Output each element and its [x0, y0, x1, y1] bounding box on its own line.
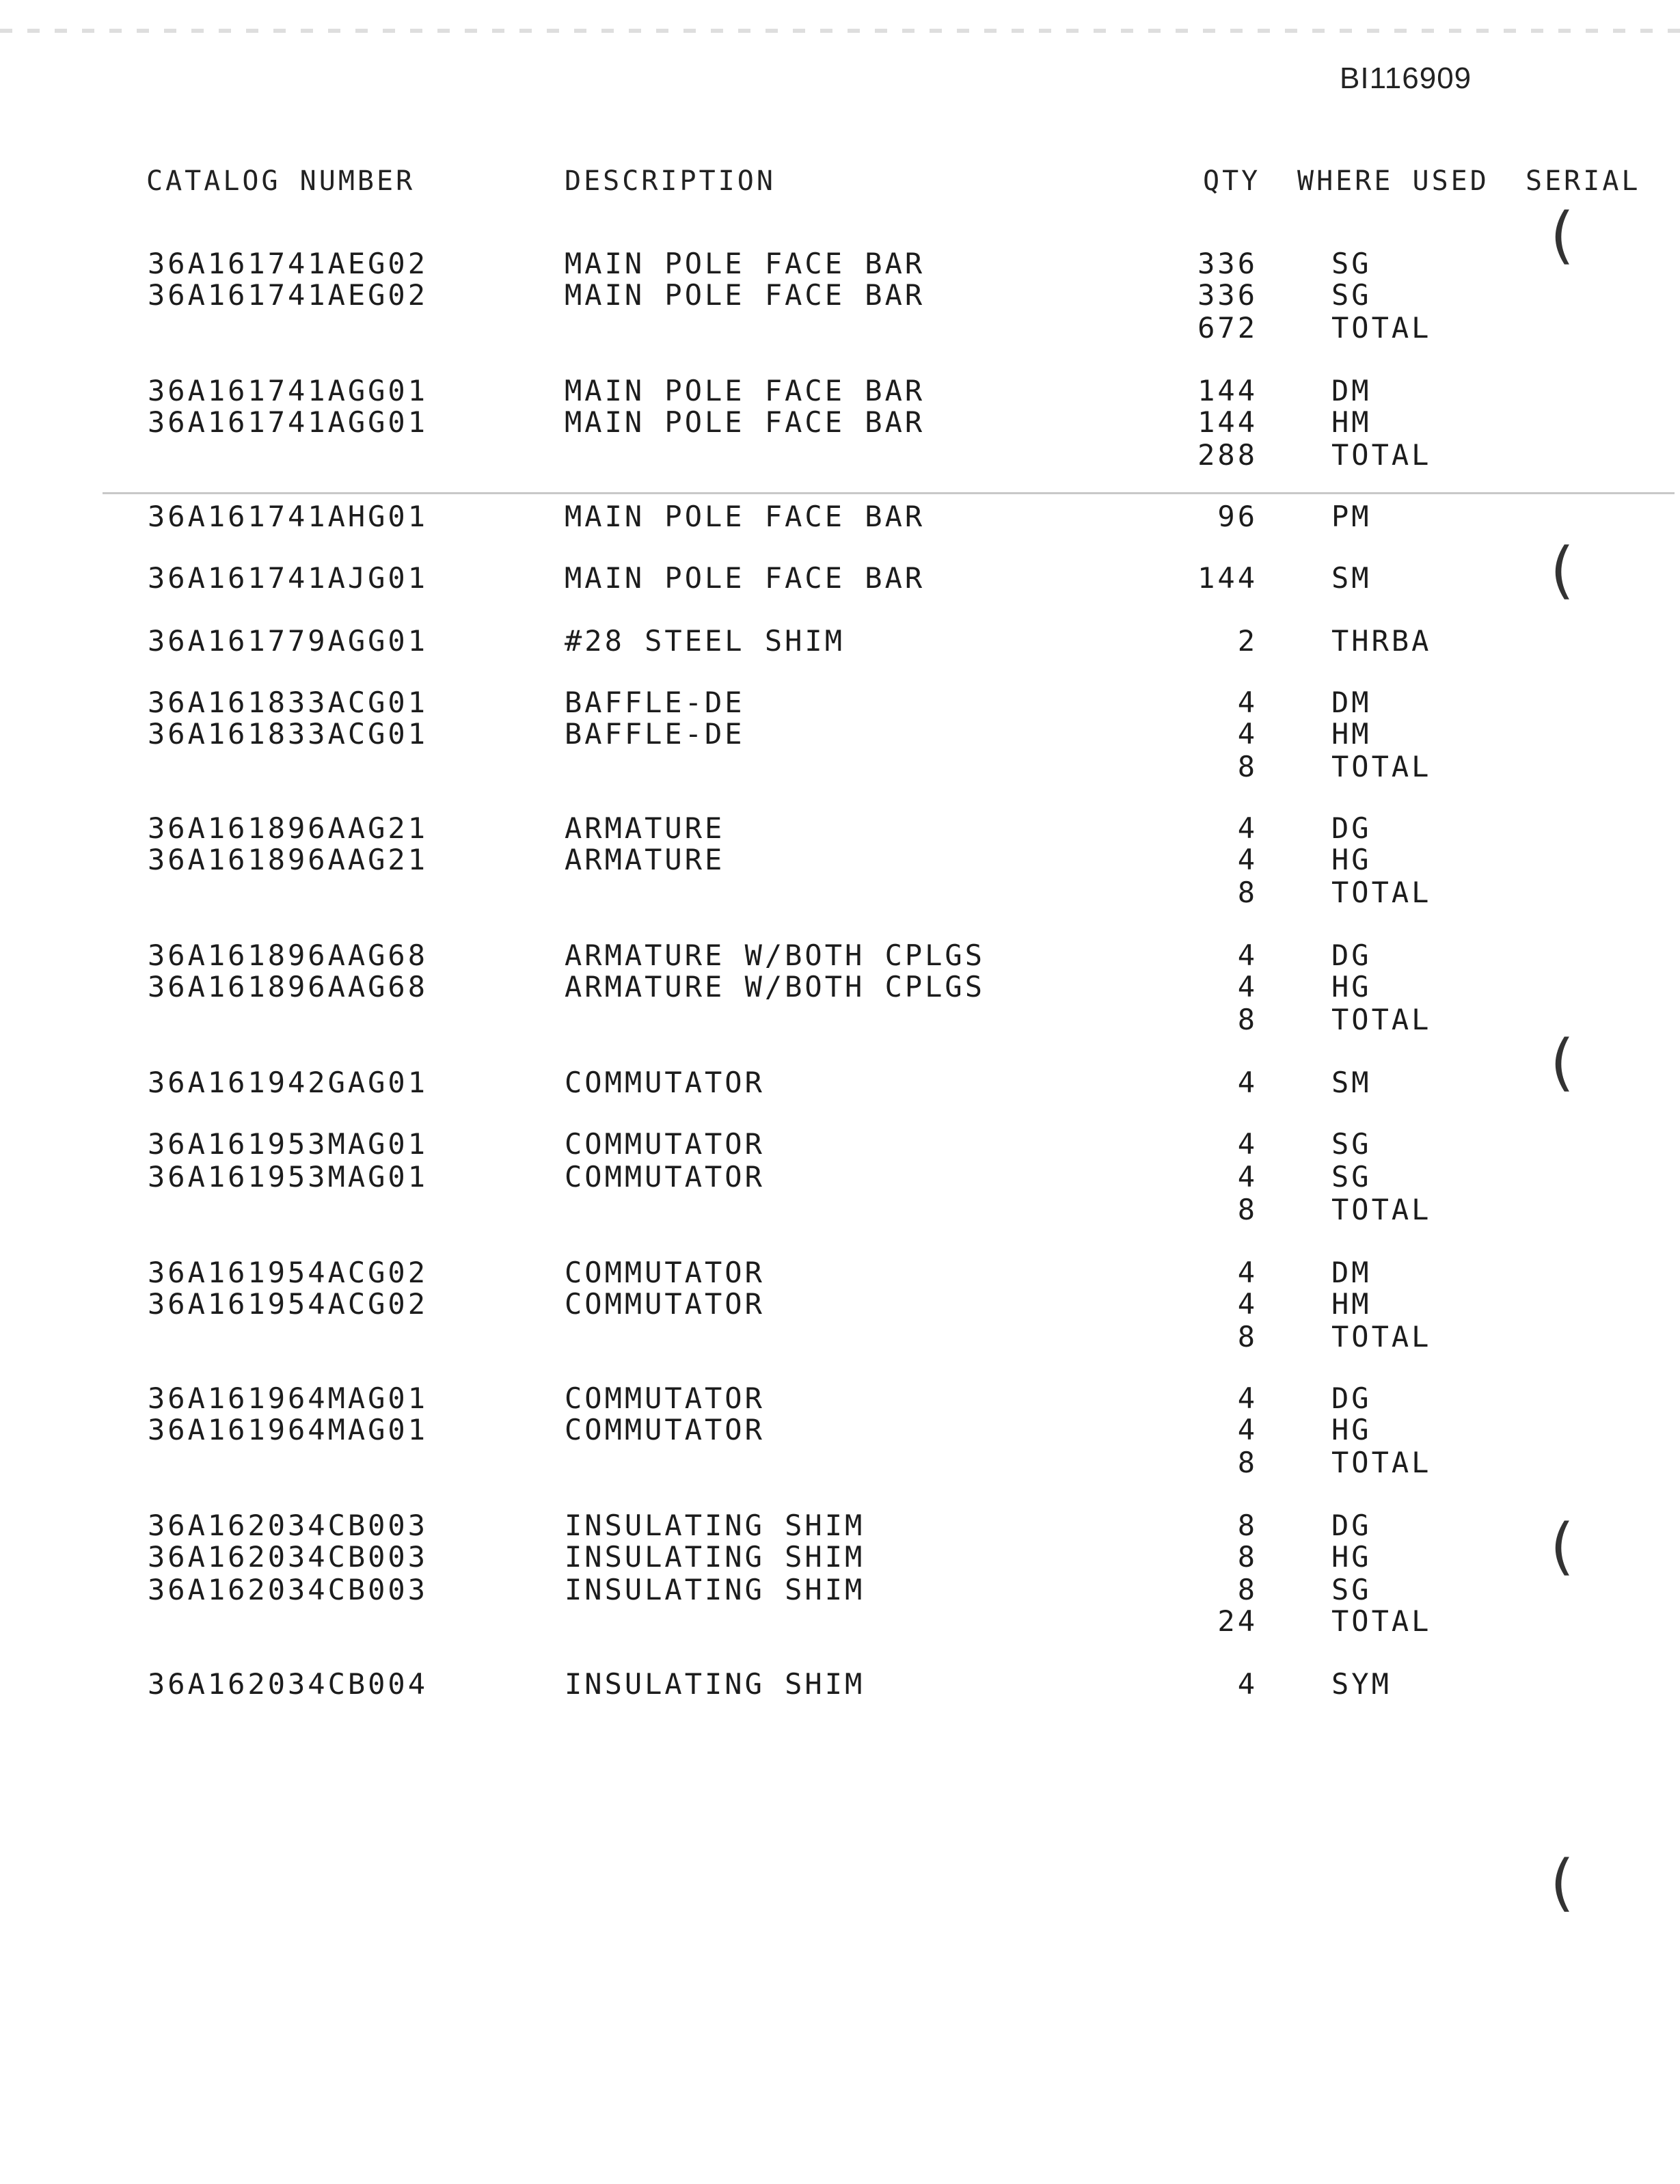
row-qty: 336 — [1197, 247, 1258, 280]
row-description: BAFFLE-DE — [565, 686, 745, 719]
row-where-used: DG — [1331, 939, 1372, 972]
row-description: ARMATURE — [565, 843, 725, 876]
row-where-used: SG — [1331, 278, 1372, 312]
header-catalog-number: CATALOG NUMBER — [146, 165, 416, 197]
row-catalog-number: 36A161896AAG68 — [148, 970, 429, 1003]
row-description: INSULATING SHIM — [565, 1540, 865, 1574]
row-description: MAIN POLE FACE BAR — [565, 374, 925, 407]
row-where-used: TOTAL — [1331, 1193, 1432, 1226]
row-qty: 8 — [1237, 1509, 1258, 1542]
row-qty: 672 — [1197, 311, 1258, 345]
row-qty: 288 — [1197, 438, 1258, 472]
row-where-used: THRBA — [1331, 624, 1432, 658]
row-catalog-number: 36A161741AGG01 — [148, 374, 429, 407]
row-catalog-number: 36A161741AHG01 — [148, 500, 429, 533]
row-description: MAIN POLE FACE BAR — [565, 561, 925, 595]
row-catalog-number: 36A161964MAG01 — [148, 1413, 429, 1446]
row-where-used: DG — [1331, 1381, 1372, 1415]
row-where-used: DG — [1331, 811, 1372, 845]
row-catalog-number: 36A161741AEG02 — [148, 278, 429, 312]
binder-punch-mark: ( — [1550, 1847, 1575, 1919]
row-description: COMMUTATOR — [565, 1160, 765, 1194]
row-qty: 8 — [1237, 876, 1258, 909]
row-where-used: HG — [1331, 1540, 1372, 1574]
row-catalog-number: 36A162034CB003 — [148, 1573, 429, 1606]
row-catalog-number: 36A161964MAG01 — [148, 1381, 429, 1415]
binder-punch-mark: ( — [1550, 1027, 1575, 1098]
row-where-used: SG — [1331, 1127, 1372, 1161]
row-qty: 336 — [1197, 278, 1258, 312]
row-where-used: DM — [1331, 686, 1372, 719]
row-qty: 4 — [1237, 717, 1258, 751]
header-description: DESCRIPTION — [565, 165, 776, 197]
scan-artifact-line — [103, 492, 1675, 494]
row-qty: 4 — [1237, 1381, 1258, 1415]
row-where-used: HG — [1331, 843, 1372, 876]
row-qty: 144 — [1197, 561, 1258, 595]
row-qty: 4 — [1237, 1127, 1258, 1161]
row-where-used: HM — [1331, 405, 1372, 439]
row-catalog-number: 36A161954ACG02 — [148, 1287, 429, 1321]
header-qty: QTY — [1203, 165, 1261, 197]
row-description: ARMATURE W/BOTH CPLGS — [565, 939, 986, 972]
row-qty: 144 — [1197, 374, 1258, 407]
header-where-used: WHERE USED — [1297, 165, 1489, 197]
row-qty: 8 — [1237, 1003, 1258, 1036]
row-where-used: SG — [1331, 1160, 1372, 1194]
row-where-used: TOTAL — [1331, 1320, 1432, 1353]
row-description: BAFFLE-DE — [565, 717, 745, 751]
row-qty: 4 — [1237, 1667, 1258, 1701]
header-serial: SERIAL — [1526, 165, 1641, 197]
row-catalog-number: 36A161833ACG01 — [148, 686, 429, 719]
row-qty: 24 — [1217, 1604, 1258, 1638]
row-catalog-number: 36A161896AAG68 — [148, 939, 429, 972]
row-where-used: TOTAL — [1331, 1604, 1432, 1638]
row-where-used: SG — [1331, 247, 1372, 280]
binder-punch-mark: ( — [1550, 535, 1575, 606]
row-qty: 8 — [1237, 1446, 1258, 1479]
row-where-used: TOTAL — [1331, 311, 1432, 345]
row-description: MAIN POLE FACE BAR — [565, 278, 925, 312]
row-catalog-number: 36A161833ACG01 — [148, 717, 429, 751]
row-description: INSULATING SHIM — [565, 1509, 865, 1542]
row-qty: 2 — [1237, 624, 1258, 658]
row-where-used: HG — [1331, 1413, 1372, 1446]
binder-punch-mark: ( — [1550, 200, 1575, 271]
row-description: ARMATURE — [565, 811, 725, 845]
row-qty: 96 — [1217, 500, 1258, 533]
row-where-used: TOTAL — [1331, 876, 1432, 909]
row-qty: 4 — [1237, 1066, 1258, 1099]
row-where-used: DG — [1331, 1509, 1372, 1542]
row-where-used: TOTAL — [1331, 438, 1432, 472]
row-description: COMMUTATOR — [565, 1127, 765, 1161]
row-catalog-number: 36A161779AGG01 — [148, 624, 429, 658]
row-catalog-number: 36A161953MAG01 — [148, 1160, 429, 1194]
row-description: INSULATING SHIM — [565, 1667, 865, 1701]
row-qty: 8 — [1237, 750, 1258, 783]
row-where-used: TOTAL — [1331, 1446, 1432, 1479]
row-catalog-number: 36A161953MAG01 — [148, 1127, 429, 1161]
row-where-used: SG — [1331, 1573, 1372, 1606]
row-qty: 144 — [1197, 405, 1258, 439]
row-description: MAIN POLE FACE BAR — [565, 500, 925, 533]
row-catalog-number: 36A161954ACG02 — [148, 1256, 429, 1289]
row-where-used: HM — [1331, 1287, 1372, 1321]
row-qty: 4 — [1237, 939, 1258, 972]
scan-noise-top — [0, 29, 1680, 33]
row-where-used: DM — [1331, 1256, 1372, 1289]
row-qty: 4 — [1237, 1160, 1258, 1194]
row-where-used: TOTAL — [1331, 1003, 1432, 1036]
row-where-used: SYM — [1331, 1667, 1392, 1701]
binder-punch-mark: ( — [1550, 1511, 1575, 1582]
row-description: COMMUTATOR — [565, 1381, 765, 1415]
row-description: COMMUTATOR — [565, 1287, 765, 1321]
row-qty: 4 — [1237, 1287, 1258, 1321]
row-where-used: PM — [1331, 500, 1372, 533]
row-catalog-number: 36A162034CB003 — [148, 1540, 429, 1574]
row-where-used: SM — [1331, 561, 1372, 595]
row-description: INSULATING SHIM — [565, 1573, 865, 1606]
row-qty: 4 — [1237, 843, 1258, 876]
row-where-used: TOTAL — [1331, 750, 1432, 783]
row-catalog-number: 36A161942GAG01 — [148, 1066, 429, 1099]
row-qty: 4 — [1237, 970, 1258, 1003]
row-where-used: SM — [1331, 1066, 1372, 1099]
row-catalog-number: 36A161741AEG02 — [148, 247, 429, 280]
row-description: COMMUTATOR — [565, 1413, 765, 1446]
row-where-used: HM — [1331, 717, 1372, 751]
row-description: MAIN POLE FACE BAR — [565, 247, 925, 280]
row-description: COMMUTATOR — [565, 1066, 765, 1099]
row-description: #28 STEEL SHIM — [565, 624, 845, 658]
row-qty: 4 — [1237, 1413, 1258, 1446]
row-qty: 4 — [1237, 1256, 1258, 1289]
row-qty: 8 — [1237, 1320, 1258, 1353]
row-description: MAIN POLE FACE BAR — [565, 405, 925, 439]
row-description: ARMATURE W/BOTH CPLGS — [565, 970, 986, 1003]
row-catalog-number: 36A161741AGG01 — [148, 405, 429, 439]
row-catalog-number: 36A162034CB004 — [148, 1667, 429, 1701]
row-description: COMMUTATOR — [565, 1256, 765, 1289]
row-where-used: DM — [1331, 374, 1372, 407]
row-qty: 4 — [1237, 811, 1258, 845]
row-catalog-number: 36A162034CB003 — [148, 1509, 429, 1542]
row-qty: 8 — [1237, 1193, 1258, 1226]
row-catalog-number: 36A161741AJG01 — [148, 561, 429, 595]
row-qty: 4 — [1237, 686, 1258, 719]
document-id: BI116909 — [1340, 62, 1472, 95]
row-qty: 8 — [1237, 1573, 1258, 1606]
row-where-used: HG — [1331, 970, 1372, 1003]
row-qty: 8 — [1237, 1540, 1258, 1574]
row-catalog-number: 36A161896AAG21 — [148, 811, 429, 845]
row-catalog-number: 36A161896AAG21 — [148, 843, 429, 876]
